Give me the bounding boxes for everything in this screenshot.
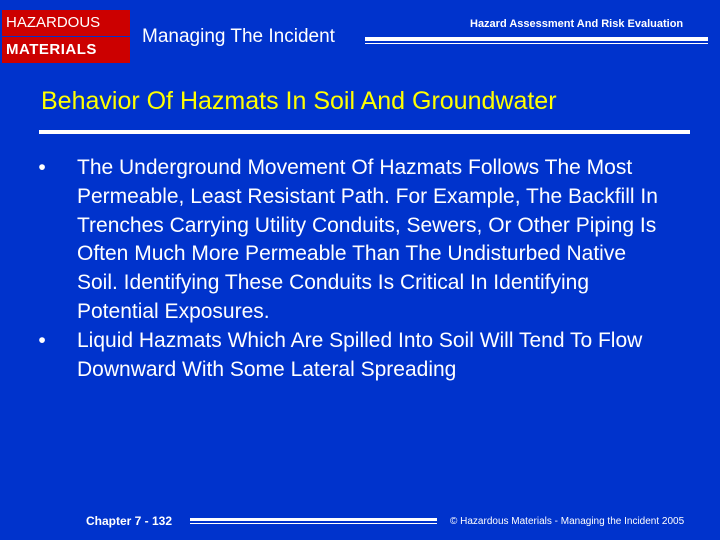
bullet-item xyxy=(32,154,672,327)
chapter-page-number: Chapter 7 - 132 xyxy=(86,514,173,528)
copyright-notice: © Hazardous Materials - Managing the Incident 2005 xyxy=(450,516,685,527)
bullet-marker: • xyxy=(38,156,46,179)
bullet-list xyxy=(32,154,672,384)
logo-hazardous: HAZARDOUS xyxy=(2,10,130,36)
bullet-item xyxy=(32,327,672,385)
header-subtitle: Managing The Incident xyxy=(142,26,335,47)
header-divider xyxy=(365,37,708,46)
header-divider-thick xyxy=(365,37,708,41)
header-divider-thin xyxy=(365,43,708,44)
bullet-text: Liquid Hazmats Which Are Spilled Into Soil Will Tend To Flow Downward With Some Lateral Spreading xyxy=(77,328,643,381)
title-underline xyxy=(39,130,690,134)
section-title: Hazard Assessment And Risk Evaluation xyxy=(470,18,684,30)
bullet-marker: • xyxy=(38,328,46,352)
footer-divider xyxy=(190,518,437,525)
bullet-text: The Underground Movement Of Hazmats Follows The Most Permeable, Least Resistant Path. For Example, The Backfill In Trenches Carrying Utility Conduits, Sewers, Or Other Piping Is Often Much More Permeable Than The Undisturbed Native Soil. Identifying These Conduits Is Critical In Identifying Potential Exposures. xyxy=(77,156,658,323)
footer-divider-thin xyxy=(190,523,437,524)
slide-title: Behavior Of Hazmats In Soil And Groundwater xyxy=(41,87,557,115)
footer-divider-thick xyxy=(190,518,437,521)
logo-materials: MATERIALS xyxy=(2,37,130,63)
